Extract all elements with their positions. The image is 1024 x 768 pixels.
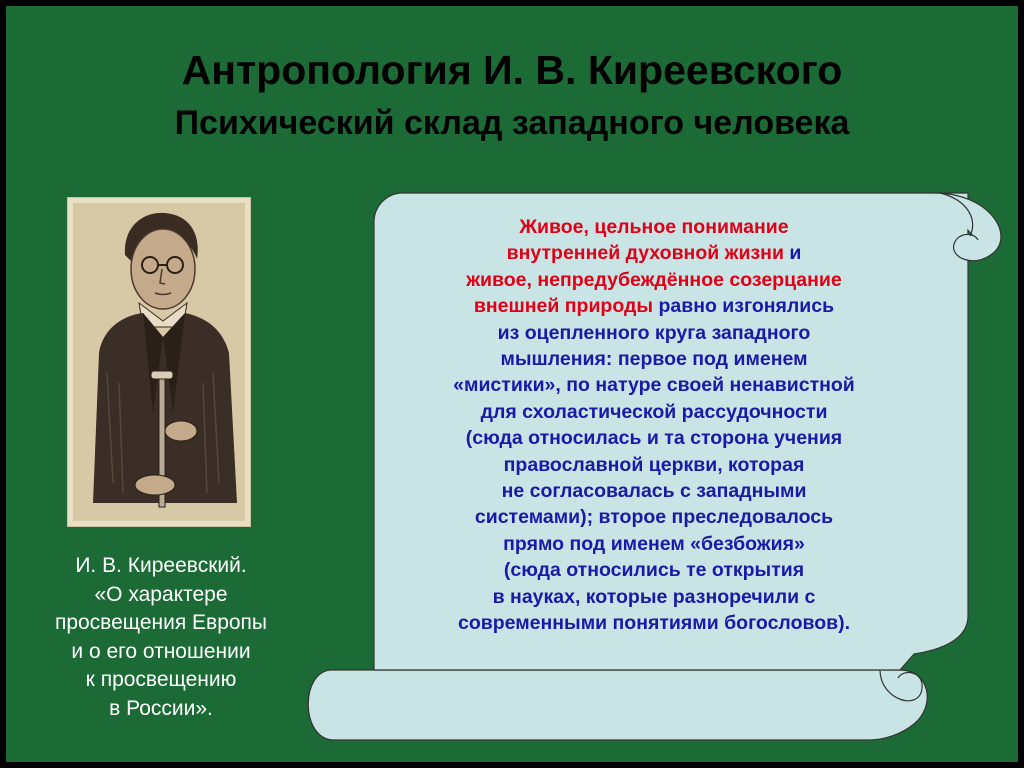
quote-line (372, 240, 936, 266)
quote-line (372, 293, 936, 319)
quote-fragment: и (783, 242, 802, 265)
slide-subtitle: Психический склад западного человека (174, 104, 850, 142)
quote-line: Живое, цельное понимание (519, 216, 789, 238)
quote-text (372, 214, 936, 637)
caption-line: просвещения Европы (54, 611, 268, 634)
quote-line: живое, непредубеждённое созерцание (466, 268, 842, 291)
quote-line: прямо под именем «безбожия» (503, 532, 805, 555)
quote-line: в науках, которые разноречили с (492, 585, 816, 608)
caption-line: в России». (109, 696, 213, 720)
quote-highlight: внутренней духовной жизни (506, 242, 784, 265)
quote-line: системами); второе преследовалось (474, 506, 834, 529)
quote-line: мышления: первое под именем (500, 348, 808, 371)
quote-line: из оцепленного круга западного (497, 321, 811, 344)
quote-line: (сюда относились те открытия (503, 559, 805, 582)
quote-line: современными понятиями богословов). (457, 612, 851, 635)
quote-line: православной церкви, которая (503, 453, 805, 476)
quote-highlight: внешней природы (473, 295, 654, 318)
quote-line: не согласовалась с западными (501, 480, 807, 503)
quote-line: для схоластической рассудочности (480, 400, 828, 423)
caption-line: И. В. Киреевский. (75, 554, 247, 577)
quote-line: «мистики», по натуре своей ненавистной (453, 374, 855, 397)
quote-fragment: равно изгонялись (653, 295, 835, 318)
caption-line: и о его отношении (71, 639, 251, 663)
slide-title: Антропология И. В. Киреевского (181, 47, 843, 93)
caption-line: «О характере (94, 582, 228, 606)
caption-line: к просвещению (85, 668, 237, 691)
quote-line: (сюда относилась и та сторона учения (465, 427, 843, 450)
